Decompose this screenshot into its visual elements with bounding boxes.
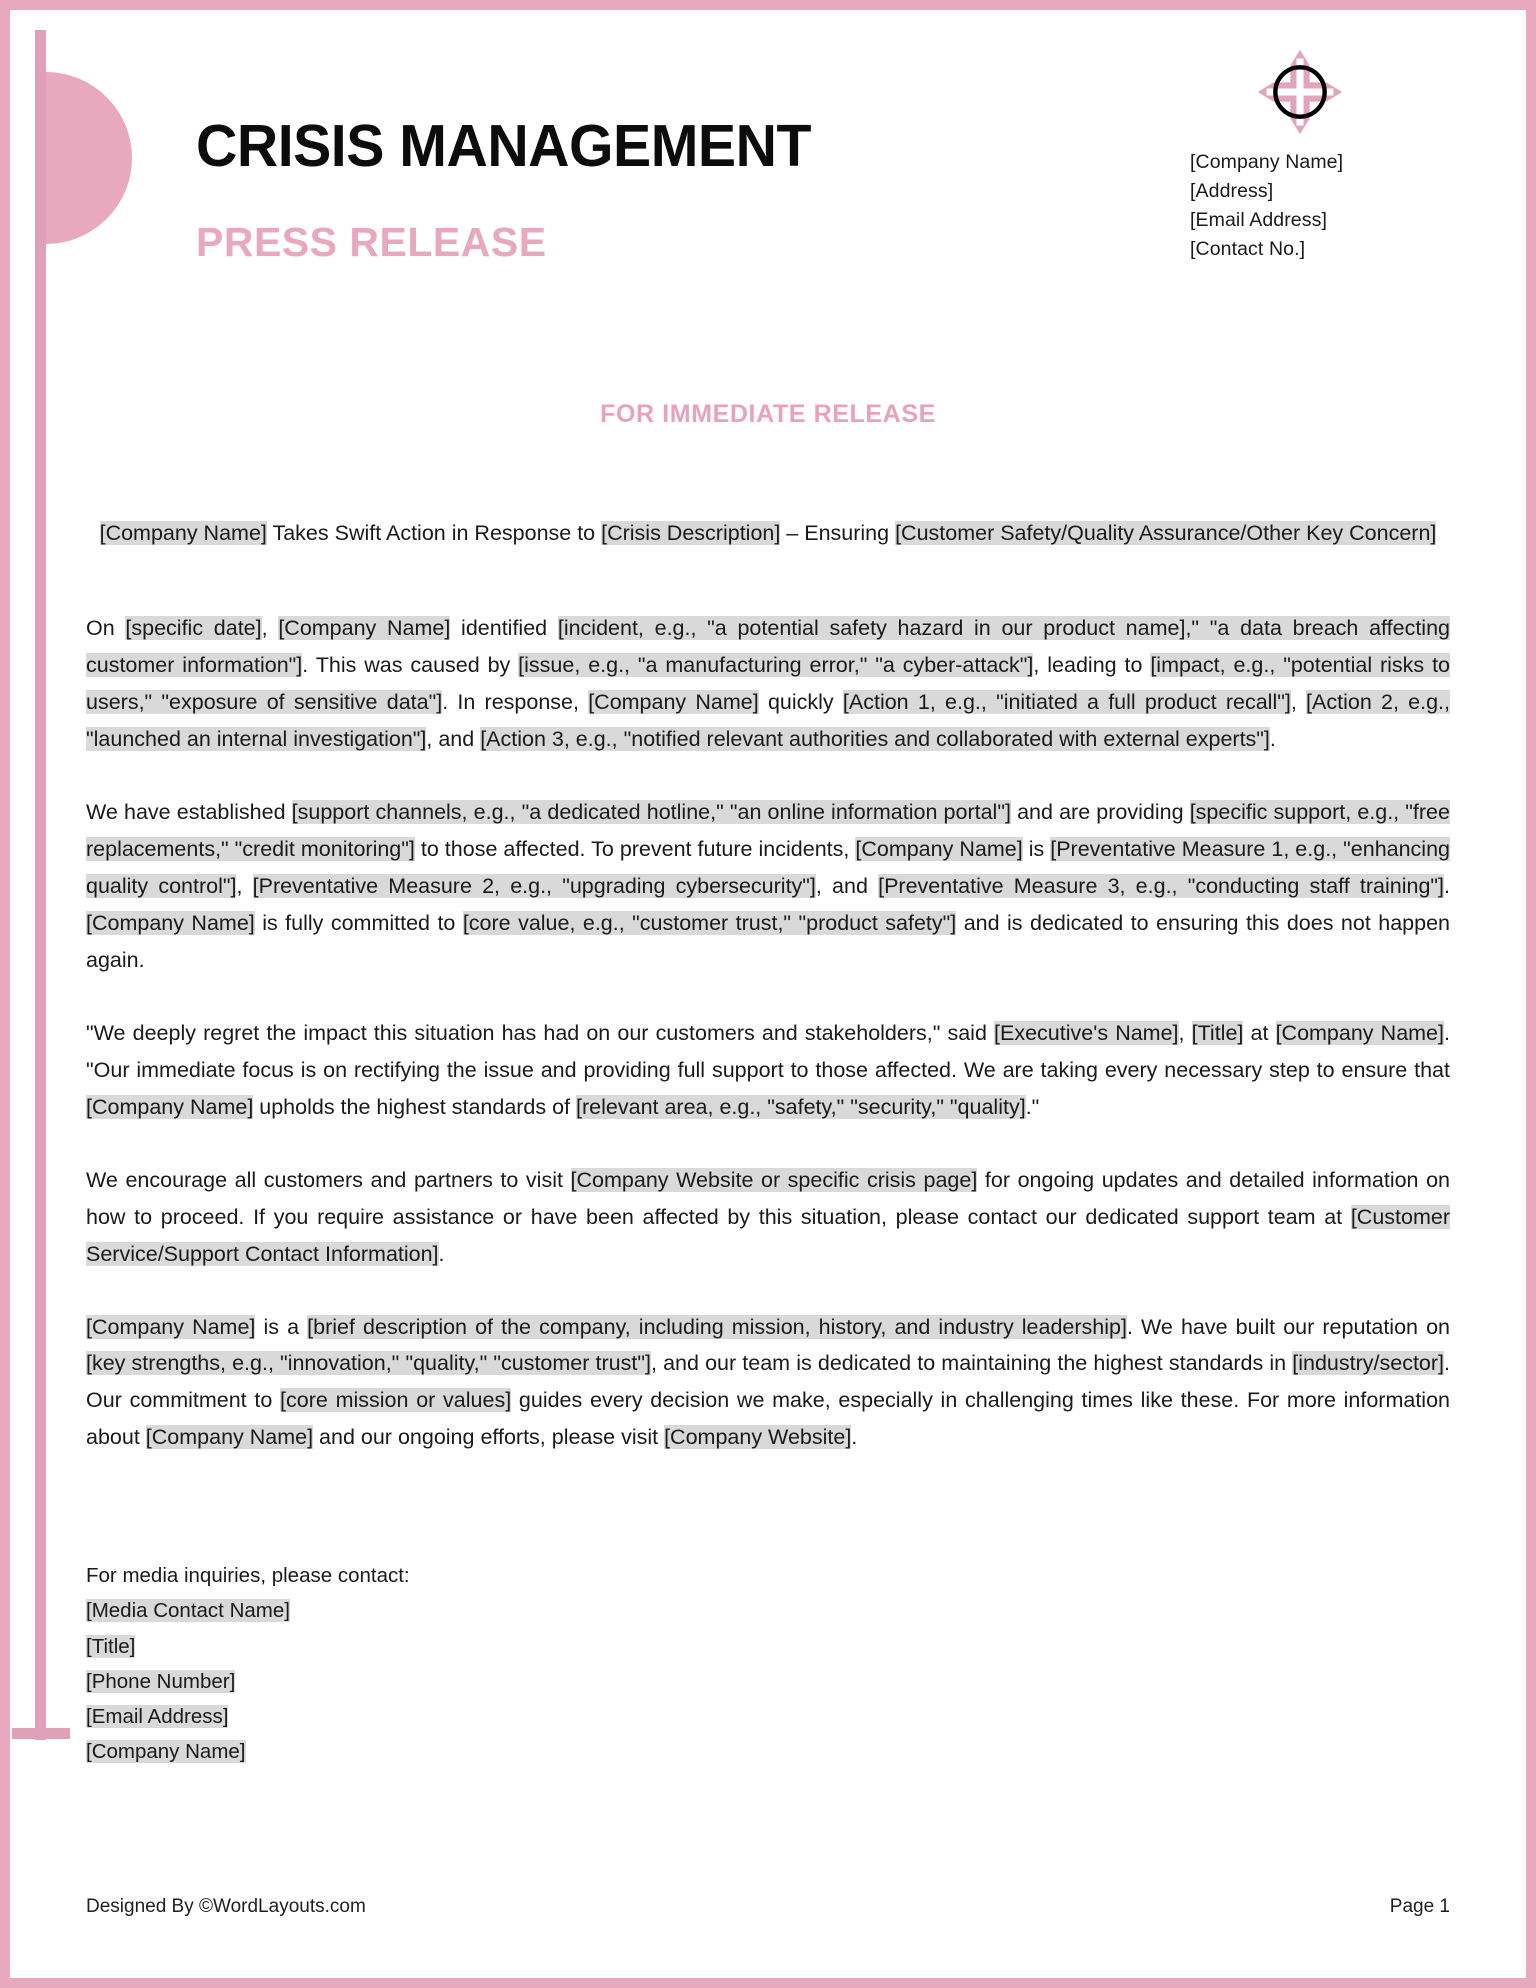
press-release-paragraphs — [86, 610, 1450, 1456]
paragraph-quote-text-0: "We deeply regret the impact this situation has had on our customers and stakeholders," said — [86, 1020, 995, 1045]
paragraph-incident-text-0: On — [86, 615, 126, 640]
headline-placeholder-4: [Customer Safety/Quality Assurance/Other Key Concern] — [895, 521, 1437, 545]
paragraph-support-placeholder-9: [Preventative Measure 2, e.g., "upgrading cybersecurity"] — [252, 873, 816, 898]
paragraph-boilerplate-placeholder-6: [industry/sector] — [1292, 1351, 1445, 1376]
paragraph-quote-text-6: . "Our immediate focus is on rectifying the issue and providing full support to those affected. We are taking every necessary step to ensure that — [86, 1020, 1450, 1082]
paragraph-quote-text-8: upholds the highest standards of — [253, 1094, 577, 1119]
paragraph-support-text-2: and are providing — [1010, 799, 1190, 824]
media-inquiries-intro: For media inquiries, please contact: — [86, 1564, 410, 1587]
headline-text-3: – Ensuring — [780, 521, 896, 545]
paragraph-incident-placeholder-15: [Action 2, e.g., "launched an internal investigation"] — [86, 689, 1450, 751]
paragraph-updates-placeholder-1: [Company Website or specific crisis page] — [570, 1167, 978, 1192]
paragraph-support-placeholder-13: [Company Name] — [86, 910, 255, 935]
crosshair-target-logo — [1256, 48, 1344, 136]
media-contact-name: [Media Contact Name] — [86, 1599, 290, 1623]
document-footer — [86, 1896, 1450, 1918]
paragraph-boilerplate-text-5: , and our team is dedicated to maintaining the highest standards in — [650, 1351, 1293, 1376]
paragraph-incident-text-2: , — [261, 615, 279, 640]
company-phone-line: [Contact No.] — [1190, 237, 1306, 260]
headline-placeholder-0: [Company Name] — [99, 521, 267, 545]
paragraph-support-text-4: to those affected. To prevent future incidents, — [414, 836, 856, 861]
paragraph-incident-text-14: , — [1290, 689, 1307, 714]
page-title: CRISIS MANAGEMENT — [196, 113, 811, 179]
paragraph-boilerplate-placeholder-8: [core mission or values] — [280, 1388, 512, 1413]
paragraph-incident-text-4: identified — [450, 615, 558, 640]
paragraph-quote-placeholder-7: [Company Name] — [86, 1094, 254, 1119]
paragraph-support-text-0: We have established — [86, 799, 292, 824]
paragraph-incident-placeholder-3: [Company Name] — [278, 615, 451, 640]
paragraph-incident-text-10: . In response, — [442, 689, 589, 714]
paragraph-incident-placeholder-11: [Company Name] — [588, 689, 759, 714]
company-name-line: [Company Name] — [1190, 151, 1344, 173]
paragraph-boilerplate-placeholder-12: [Company Website] — [664, 1425, 852, 1450]
headline-text-1: Takes Swift Action in Response to — [266, 521, 602, 545]
paragraph-support-placeholder-7: [Preventative Measure 1, e.g., "enhancing quality control"] — [86, 836, 1451, 898]
company-email-line: [Email Address] — [1190, 208, 1327, 231]
press-release-headline — [86, 515, 1450, 552]
paragraph-boilerplate-text-9: guides every decision we make, especially in challenging times like these. For more information about — [86, 1388, 1450, 1450]
paragraph-support-placeholder-3: [specific support, e.g., "free replacements," "credit monitoring"] — [86, 799, 1450, 861]
paragraph-support-text-14: is fully committed to — [254, 910, 463, 935]
paragraph-support-placeholder-11: [Preventative Measure 3, e.g., "conducting staff training"] — [878, 873, 1445, 898]
paragraph-quote-text-2: , — [1178, 1020, 1192, 1045]
footer-credit: Designed By ©WordLayouts.com — [86, 1896, 366, 1917]
paragraph-quote-text-10: ." — [1025, 1094, 1040, 1119]
paragraph-support-placeholder-5: [Company Name] — [855, 836, 1023, 861]
media-contact-title: [Title] — [86, 1634, 136, 1658]
page-subtitle: PRESS RELEASE — [196, 219, 547, 265]
media-contact-email: [Email Address] — [86, 1705, 229, 1728]
paragraph-incident-text-18: . — [1269, 726, 1276, 751]
page-border-bottom — [0, 1978, 1536, 1988]
paragraph-incident-text-16: , and — [426, 726, 481, 751]
paragraph-support-placeholder-15: [core value, e.g., "customer trust," "product safety"] — [462, 910, 957, 935]
paragraph-incident-placeholder-17: [Action 3, e.g., "notified relevant authorities and collaborated with external experts"] — [480, 726, 1270, 751]
headline-placeholder-2: [Crisis Description] — [601, 521, 781, 545]
paragraph-incident-placeholder-1: [specific date] — [125, 615, 262, 640]
media-contact-company: [Company Name] — [86, 1740, 246, 1764]
paragraph-quote-placeholder-1: [Executive's Name] — [994, 1020, 1179, 1045]
paragraph-incident-text-6: . This was caused by — [302, 652, 519, 677]
paragraph-boilerplate-placeholder-10: [Company Name] — [145, 1425, 314, 1450]
paragraph-incident-placeholder-9: [impact, e.g., "potential risks to users," "exposure of sensitive data"] — [86, 652, 1450, 714]
paragraph-support-text-12: . — [1444, 873, 1451, 898]
company-contact-block — [1190, 148, 1490, 263]
paragraph-boilerplate — [86, 1309, 1450, 1457]
paragraph-quote-placeholder-3: [Title] — [1191, 1020, 1244, 1045]
paragraph-incident-placeholder-13: [Action 1, e.g., "initiated a full product recall"] — [842, 689, 1291, 714]
paragraph-incident — [86, 610, 1450, 758]
paragraph-quote-placeholder-9: [relevant area, e.g., "safety," "security," "quality] — [576, 1094, 1026, 1119]
paragraph-support — [86, 794, 1450, 979]
footer-page-number: Page 1 — [1389, 1896, 1450, 1917]
paragraph-incident-placeholder-7: [issue, e.g., "a manufacturing error," "a cyber-attack"] — [518, 652, 1034, 677]
paragraph-boilerplate-text-3: . We have built our reputation on — [1126, 1314, 1450, 1339]
document-body — [86, 515, 1450, 1456]
paragraph-boilerplate-placeholder-0: [Company Name] — [86, 1314, 256, 1339]
paragraph-updates-placeholder-3: [Customer Service/Support Contact Information] — [86, 1204, 1450, 1266]
paragraph-quote — [86, 1015, 1450, 1126]
media-inquiries-block — [86, 1558, 886, 1770]
paragraph-updates-text-4: . — [438, 1241, 445, 1266]
paragraph-boilerplate-placeholder-4: [key strengths, e.g., "innovation," "quality," "customer trust"] — [86, 1351, 651, 1376]
paragraph-incident-placeholder-5: [incident, e.g., "a potential safety hazard in our product name]," "a data breach affecting customer information"] — [86, 615, 1450, 677]
document-header — [0, 0, 1536, 300]
paragraph-updates-text-0: We encourage all customers and partners to visit — [86, 1167, 571, 1192]
paragraph-support-text-8: , — [236, 873, 253, 898]
paragraph-boilerplate-text-7: . Our commitment to — [86, 1351, 1450, 1413]
paragraph-incident-text-8: , leading to — [1033, 652, 1151, 677]
media-contact-phone: [Phone Number] — [86, 1669, 236, 1693]
paragraph-support-text-10: , and — [815, 873, 879, 898]
paragraph-quote-placeholder-5: [Company Name] — [1275, 1020, 1444, 1045]
immediate-release-heading: FOR IMMEDIATE RELEASE — [600, 400, 936, 428]
paragraph-support-placeholder-1: [support channels, e.g., "a dedicated hotline," "an online information portal"] — [291, 799, 1011, 824]
decorative-rule-foot — [12, 1728, 70, 1739]
paragraph-boilerplate-text-11: and our ongoing efforts, please visit — [313, 1425, 665, 1450]
paragraph-updates — [86, 1162, 1450, 1273]
paragraph-updates-text-2: for ongoing updates and detailed information on how to proceed. If you require assistance or have been affected by this situation, please contact our dedicated support team at — [86, 1167, 1451, 1229]
paragraph-support-text-6: is — [1022, 836, 1051, 861]
company-address-line: [Address] — [1190, 179, 1274, 202]
paragraph-boilerplate-placeholder-2: [brief description of the company, including mission, history, and industry leadership] — [307, 1314, 1127, 1339]
paragraph-boilerplate-text-1: is a — [255, 1314, 308, 1339]
paragraph-quote-text-4: at — [1243, 1020, 1276, 1045]
paragraph-boilerplate-text-13: . — [851, 1425, 858, 1450]
paragraph-incident-text-12: quickly — [758, 689, 843, 714]
paragraph-support-text-16: and is dedicated to ensuring this does not happen again. — [86, 910, 1450, 972]
